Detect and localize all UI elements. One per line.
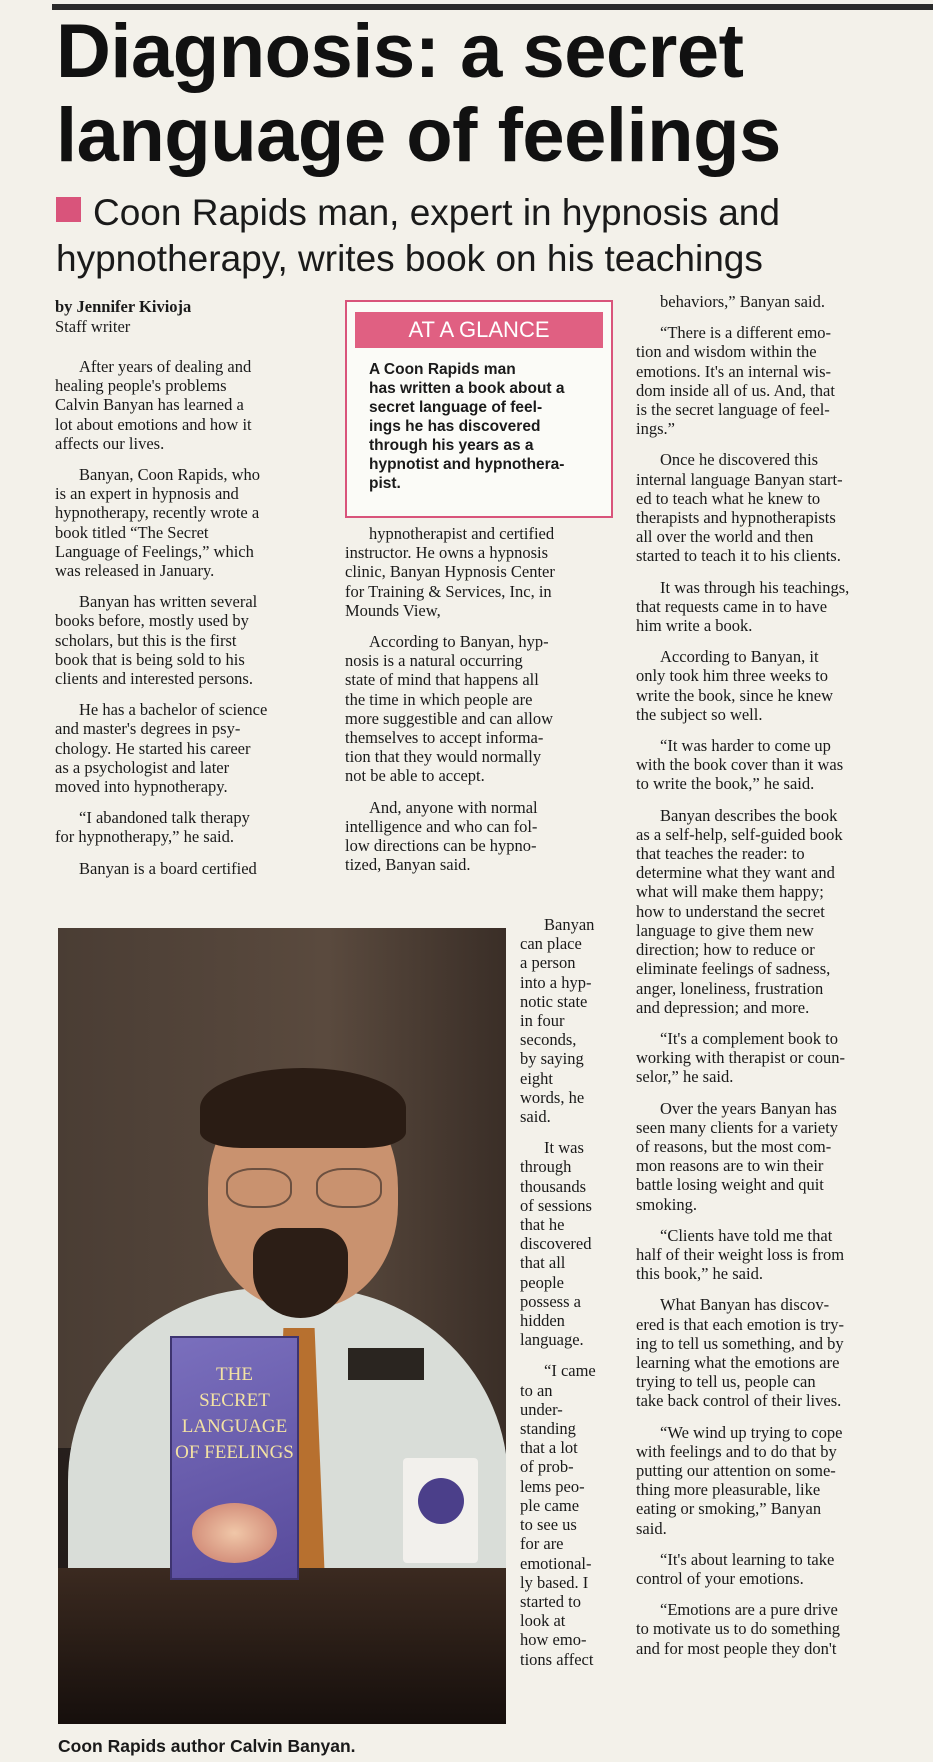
text-line: mon reasons are to win their	[636, 1156, 824, 1176]
photo-name-badge	[348, 1348, 424, 1380]
article-paragraph	[636, 1029, 931, 1087]
text-line: moved into hypnotherapy.	[55, 777, 228, 797]
text-line: emotions. It's an internal wis-	[636, 361, 831, 381]
text-line: seen many clients for a variety	[636, 1117, 839, 1137]
text-line: possess a	[520, 1291, 581, 1311]
text-line: is an expert in hypnosis and	[55, 484, 239, 504]
text-line: tion that they would normally	[345, 747, 542, 767]
text-line: Banyan, Coon Rapids, who	[79, 465, 261, 485]
text-line: working with therapist or coun-	[636, 1048, 845, 1068]
article-paragraph	[636, 1099, 931, 1214]
square-bullet-icon	[56, 197, 81, 222]
text-line: a person	[520, 953, 576, 973]
text-line: that all	[520, 1253, 566, 1273]
text-line: lems peo-	[520, 1476, 585, 1496]
at-a-glance-summary	[369, 360, 597, 493]
text-line: of sessions	[520, 1195, 592, 1215]
text-line: only took him three weeks to	[636, 666, 829, 686]
text-line: of reasons, but the most com-	[636, 1136, 832, 1156]
text-line: under-	[520, 1399, 563, 1419]
text-line: tized, Banyan said.	[345, 855, 471, 875]
text-line: to write the book,” he said.	[636, 774, 815, 794]
text-line: healing people's problems	[55, 376, 227, 396]
text-line: And, anyone with normal	[369, 797, 538, 817]
text-line: What Banyan has discov-	[660, 1295, 830, 1315]
text-line: for Training & Services, Inc, in	[345, 581, 552, 601]
photo-table	[58, 1568, 506, 1724]
article-paragraph	[636, 1226, 931, 1284]
subheadline-line: hypnotherapy, writes book on his teachings	[56, 238, 763, 279]
photo-beard	[253, 1228, 348, 1318]
text-line: notic state	[520, 991, 588, 1011]
text-line: language.	[520, 1330, 584, 1350]
text-line: “There is a different emo-	[660, 323, 832, 343]
glance-line: through his years as a	[369, 437, 534, 454]
text-line: It was	[544, 1138, 584, 1158]
text-line: to see us	[520, 1515, 577, 1535]
text-line: Over the years Banyan has	[660, 1098, 837, 1118]
text-line: affects our lives.	[55, 433, 165, 453]
text-line: clients and interested persons.	[55, 669, 253, 689]
text-line: Calvin Banyan has learned a	[55, 395, 244, 415]
text-line: more suggestible and can allow	[345, 708, 554, 728]
text-line: therapists and hypnotherapists	[636, 508, 836, 528]
text-line: lot about emotions and how it	[55, 414, 252, 434]
text-line: chology. He started his career	[55, 738, 251, 758]
text-line: hidden	[520, 1311, 565, 1331]
text-line: people	[520, 1272, 564, 1292]
text-line: scholars, but this is the first	[55, 630, 237, 650]
headline-line: language of feelings	[56, 93, 781, 178]
author-photo	[58, 928, 506, 1724]
text-line: Language of Feelings,” which	[55, 541, 254, 561]
text-line: low directions can be hypno-	[345, 836, 537, 856]
photo-glasses	[226, 1168, 386, 1208]
article-paragraph	[636, 450, 931, 565]
text-line: trying to tell us, people can	[636, 1372, 816, 1392]
text-line: anger, loneliness, frustration	[636, 978, 824, 998]
article-paragraph	[345, 524, 615, 620]
text-line: can place	[520, 934, 582, 954]
at-a-glance-title: AT A GLANCE	[355, 312, 603, 348]
article-paragraph	[636, 1295, 931, 1410]
glance-line: A Coon Rapids man	[369, 361, 516, 378]
article-paragraph	[636, 323, 931, 438]
text-line: as a self-help, self-guided book	[636, 824, 843, 844]
photo-mug	[403, 1458, 478, 1563]
text-line: all over the world and then	[636, 527, 814, 547]
glance-line: pist.	[369, 475, 401, 492]
text-line: behaviors,” Banyan said.	[660, 292, 825, 311]
text-line: themselves to accept informa-	[345, 728, 544, 748]
text-line: language to give them new	[636, 920, 814, 940]
article-paragraph	[520, 1138, 620, 1349]
text-line: tions affect	[520, 1649, 594, 1669]
photo-book-cover	[170, 1336, 299, 1580]
text-line: hypnotherapist and certified	[369, 524, 555, 543]
glance-line: secret language of feel-	[369, 399, 543, 416]
text-line: According to Banyan, it	[660, 647, 819, 667]
text-line: direction; how to reduce or	[636, 940, 815, 960]
text-line: book that is being sold to his	[55, 649, 245, 669]
text-line: Banyan is a board certified	[79, 858, 257, 878]
text-line: of prob-	[520, 1457, 574, 1477]
photo-caption: Coon Rapids author Calvin Banyan.	[58, 1736, 356, 1756]
text-line: how to understand the secret	[636, 901, 825, 921]
text-line: by saying	[520, 1049, 584, 1069]
text-line: eliminate feelings of sadness,	[636, 959, 831, 979]
text-line: He has a bachelor of science	[79, 700, 268, 720]
article-column-2-narrow	[520, 915, 620, 1681]
text-line: Banyan has written several	[79, 592, 258, 612]
text-line: seconds,	[520, 1030, 577, 1050]
text-line: smoking.	[636, 1194, 697, 1214]
article-paragraph	[55, 700, 335, 796]
text-line: discovered	[520, 1234, 592, 1254]
book-cover-title: THE SECRET LANGUAGE OF FEELINGS	[175, 1364, 294, 1463]
text-line: not be able to accept.	[345, 766, 485, 786]
text-line: state of mind that happens all	[345, 670, 539, 690]
text-line: Mounds View,	[345, 600, 441, 620]
text-line: Once he discovered this	[660, 450, 819, 470]
text-line: how emo-	[520, 1630, 587, 1650]
text-line: book titled “The Secret	[55, 522, 209, 542]
text-line: books before, mostly used by	[55, 611, 249, 631]
subheadline	[56, 190, 926, 282]
text-line: was released in January.	[55, 561, 215, 581]
text-line: said.	[636, 1518, 667, 1538]
text-line: for are	[520, 1534, 564, 1554]
headline-line: Diagnosis: a secret	[56, 9, 744, 94]
text-line: selor,” he said.	[636, 1067, 734, 1087]
text-line: this book,” he said.	[636, 1264, 763, 1284]
text-line: started to teach it to his clients.	[636, 546, 841, 566]
text-line: putting our attention on some-	[636, 1460, 836, 1480]
text-line: emotional-	[520, 1553, 592, 1573]
text-line: and master's degrees in psy-	[55, 719, 241, 739]
glance-line: hypnotist and hypnothera-	[369, 456, 565, 473]
article-paragraph	[345, 632, 615, 786]
text-line: in four	[520, 1011, 565, 1031]
article-paragraph	[55, 592, 335, 688]
byline	[55, 297, 191, 337]
text-line: “I abandoned talk therapy	[79, 808, 250, 828]
text-line: with feelings and to do that by	[636, 1441, 837, 1461]
text-line: with the book cover than it was	[636, 755, 844, 775]
text-line: is the secret language of feel-	[636, 400, 830, 420]
text-line: ed to teach what he knew to	[636, 488, 821, 508]
book-flower-illustration	[192, 1503, 277, 1563]
article-paragraph	[55, 357, 335, 453]
text-line: that teaches the reader: to	[636, 844, 805, 864]
text-line: According to Banyan, hyp-	[369, 632, 549, 652]
text-line: “It's about learning to take	[660, 1549, 835, 1569]
article-column-1	[55, 357, 335, 890]
text-line: learning what the emotions are	[636, 1352, 840, 1372]
text-line: the time in which people are	[345, 689, 533, 709]
text-line: “It was harder to come up	[660, 736, 831, 756]
author-name: by Jennifer Kivioja	[55, 297, 192, 316]
text-line: ings.”	[636, 419, 675, 439]
article-paragraph	[520, 1361, 620, 1668]
text-line: eating or smoking,” Banyan	[636, 1499, 822, 1519]
text-line: thousands	[520, 1176, 586, 1196]
text-line: intelligence and who can fol-	[345, 816, 538, 836]
text-line: half of their weight loss is from	[636, 1244, 845, 1264]
text-line: standing	[520, 1419, 576, 1439]
text-line: Banyan describes the book	[660, 805, 838, 825]
text-line: said.	[520, 1107, 551, 1127]
text-line: dom inside all of us. And, that	[636, 380, 835, 400]
text-line: control of your emotions.	[636, 1568, 804, 1588]
photo-hair	[200, 1068, 406, 1148]
text-line: into a hyp-	[520, 972, 592, 992]
text-line: eight	[520, 1068, 553, 1088]
article-paragraph	[636, 292, 931, 311]
article-paragraph	[636, 1423, 931, 1538]
text-line: Banyan	[544, 915, 595, 934]
text-line: look at	[520, 1611, 566, 1631]
text-line: hypnotherapy, recently wrote a	[55, 503, 260, 523]
text-line: It was through his teachings,	[660, 577, 850, 597]
text-line: clinic, Banyan Hypnosis Center	[345, 562, 555, 582]
text-line: that he	[520, 1215, 565, 1235]
glance-line: has written a book about a	[369, 380, 565, 397]
text-line: battle losing weight and quit	[636, 1175, 824, 1195]
headline	[56, 10, 926, 178]
text-line: to motivate us to do something	[636, 1619, 840, 1639]
article-paragraph	[345, 798, 615, 875]
article-paragraph	[636, 1550, 931, 1588]
text-line: ered is that each emotion is try-	[636, 1314, 845, 1334]
text-line: “I came	[544, 1361, 596, 1381]
text-line: thing more pleasurable, like	[636, 1480, 821, 1500]
at-a-glance-box	[345, 300, 613, 518]
text-line: write the book, since he knew	[636, 685, 834, 705]
article-paragraph	[55, 859, 335, 878]
text-line: instructor. He owns a hypnosis	[345, 543, 549, 563]
article-paragraph	[636, 578, 931, 636]
text-line: the subject so well.	[636, 704, 763, 724]
text-line: ple came	[520, 1495, 580, 1515]
text-line: take back control of their lives.	[636, 1391, 842, 1411]
text-line: ly based. I	[520, 1572, 589, 1592]
text-line: that a lot	[520, 1438, 578, 1458]
text-line: ing to tell us something, and by	[636, 1333, 844, 1353]
text-line: through	[520, 1157, 572, 1177]
text-line: “It's a complement book to	[660, 1028, 839, 1048]
text-line: that requests came in to have	[636, 596, 828, 616]
text-line: internal language Banyan start-	[636, 469, 843, 489]
text-line: and depression; and more.	[636, 997, 810, 1017]
text-line: started to	[520, 1591, 581, 1611]
text-line: what will make them happy;	[636, 882, 824, 902]
text-line: him write a book.	[636, 616, 753, 636]
text-line: for hypnotherapy,” he said.	[55, 827, 234, 847]
text-line: and for most people they don't	[636, 1638, 837, 1658]
subheadline-line: Coon Rapids man, expert in hypnosis and	[93, 192, 780, 233]
text-line: “Emotions are a pure drive	[660, 1600, 838, 1620]
glance-line: ings he has discovered	[369, 418, 541, 435]
text-line: nosis is a natural occurring	[345, 651, 523, 671]
text-line: words, he	[520, 1087, 585, 1107]
text-line: “Clients have told me that	[660, 1225, 833, 1245]
author-role: Staff writer	[55, 317, 131, 336]
article-paragraph	[636, 736, 931, 794]
text-line: to an	[520, 1380, 553, 1400]
article-paragraph	[55, 808, 335, 846]
text-line: as a psychologist and later	[55, 757, 230, 777]
article-paragraph	[520, 915, 620, 1126]
text-line: determine what they want and	[636, 863, 835, 883]
text-line: tion and wisdom within the	[636, 342, 817, 362]
text-line: “We wind up trying to cope	[660, 1422, 843, 1442]
article-column-3	[636, 292, 931, 1670]
article-paragraph	[55, 465, 335, 580]
article-column-2	[345, 524, 615, 886]
article-paragraph	[636, 647, 931, 724]
article-paragraph	[636, 1600, 931, 1658]
article-paragraph	[636, 806, 931, 1017]
text-line: After years of dealing and	[79, 357, 252, 376]
